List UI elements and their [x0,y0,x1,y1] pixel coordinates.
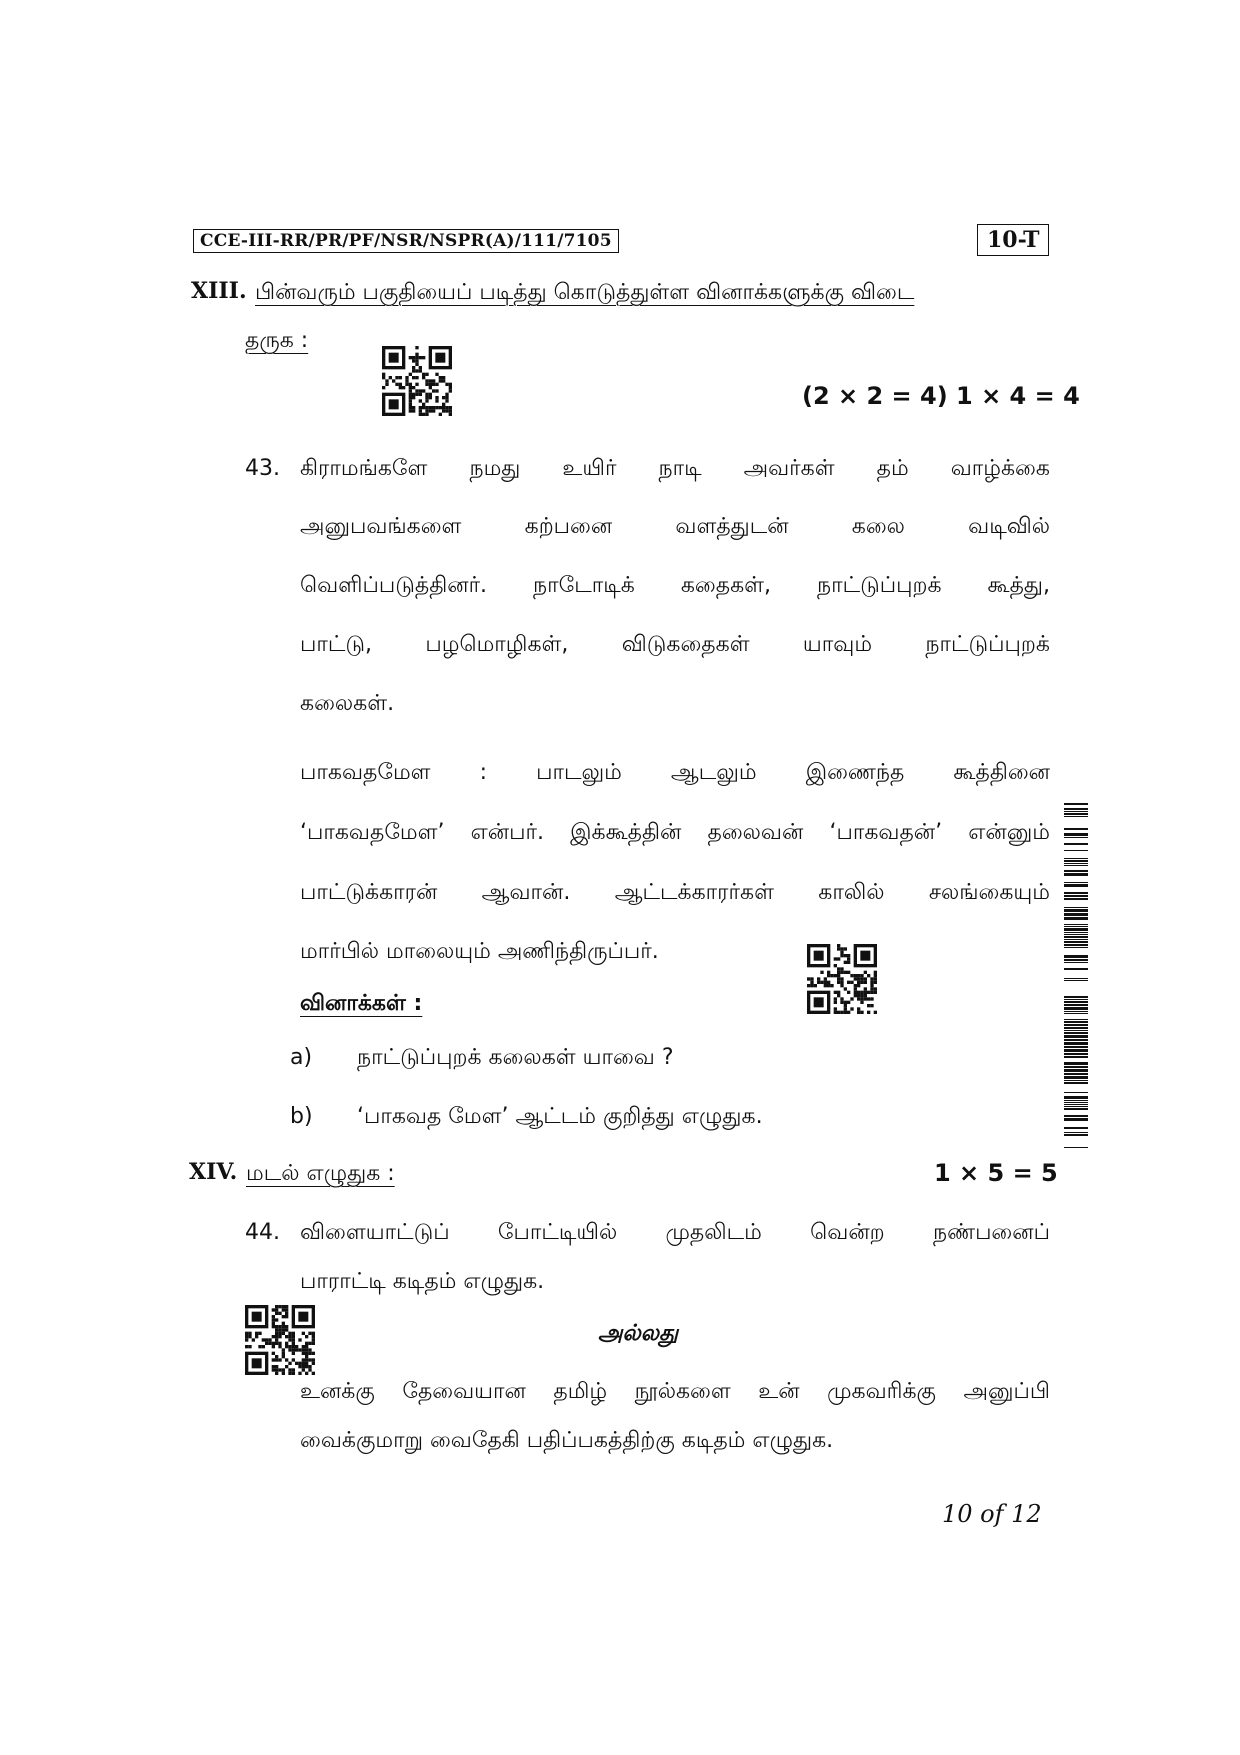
word: வடிவில் [968,514,1050,539]
word: தம் [876,456,909,481]
passage-line-1 [300,456,1050,484]
word: சலங்கையும் [928,880,1050,905]
question-a-label: a) [290,1045,313,1070]
word: அனுபவங்களை [300,514,462,539]
passage2-line-1 [300,760,1050,788]
section-14-title: மடல் எழுதுக : [246,1161,395,1186]
word: அனுப்பி [963,1379,1050,1404]
question-43-number: 43. [245,456,280,481]
word: கிராமங்களே [300,456,428,481]
passage-line-2 [300,514,1050,542]
word: காலில் [818,880,885,905]
word: நூல்களை [634,1379,731,1404]
questions-label: வினாக்கள் : [300,991,423,1016]
word: வெளிப்படுத்தினர். [300,573,488,598]
page-number: 10 of 12 [942,1500,1042,1528]
word: : [479,760,487,785]
word: முதலிடம் [665,1220,762,1245]
word: கூத்தினை [953,760,1050,785]
word: தமிழ் [553,1379,608,1404]
section-14-marks: 1 × 5 = 5 [934,1159,1058,1187]
passage2-line-2: ‘பாகவதமேள’ என்பர். இக்கூத்தின் தலைவன் ‘பாகவதன்’ என்னும் [300,820,1050,845]
word: கற்பனை [524,514,613,539]
question-a-text: நாட்டுப்புறக் கலைகள் யாவை ? [357,1045,674,1070]
qr-code-icon [245,1305,315,1375]
qr-code-icon [807,944,877,1014]
word: பழமொழிகள், [425,632,569,657]
barcode-icon [1064,803,1088,1155]
word: போட்டியில் [497,1220,618,1245]
q44-line-1 [300,1220,1050,1248]
word: நமது [469,456,521,481]
word: வளத்துடன் [675,514,789,539]
word: இணைந்த [805,760,905,785]
passage2-line-3 [300,880,1050,908]
word: நாட்டுப்புறக் [816,573,942,598]
word: விடுகதைகள் [621,632,750,657]
word: நண்பனைப் [932,1220,1050,1245]
word: தேவையான [402,1379,526,1404]
passage-line-5: கலைகள். [300,691,395,716]
qr-code-icon [382,346,452,416]
word: நாடோடிக் [533,573,635,598]
passage-line-3 [300,573,1050,601]
q44-line-2: பாராட்டி கடிதம் எழுதுக. [300,1269,545,1294]
word: உனக்கு [300,1379,375,1404]
section-13-marks: (2 × 2 = 4) 1 × 4 = 4 [802,382,1080,410]
exam-code: CCE-III-RR/PR/PF/NSR/NSPR(A)/111/7105 [193,229,619,253]
word: வென்ற [810,1220,885,1245]
question-b-text: ‘பாகவத மேள’ ஆட்டம் குறித்து எழுதுக. [357,1104,763,1129]
word: பாகவதமேள [300,760,431,785]
q44-alt-line-1 [300,1379,1050,1407]
word: பாடலும் [536,760,622,785]
word: முகவரிக்கு [827,1379,936,1404]
word: பாட்டுக்காரன் [300,880,438,905]
word: யாவும் [802,632,873,657]
word: நாடி [658,456,702,481]
word: கூத்து, [987,573,1050,598]
section-13-title: பின்வரும் பகுதியைப் படித்து கொடுத்துள்ள வினாக்களுக்கு விடை [255,280,915,305]
word: ஆட்டக்காரர்கள் [614,880,774,905]
word: நாட்டுப்புறக் [925,632,1050,657]
word: கதைகள், [680,573,771,598]
word: உன் [758,1379,800,1404]
word: வாழ்க்கை [950,456,1050,481]
or-separator: அல்லது [598,1321,679,1346]
question-b-label: b) [290,1104,313,1129]
q44-alt-line-2: வைக்குமாறு வைதேகி பதிப்பகத்திற்கு கடிதம் எழுதுக. [300,1428,834,1453]
word: கலை [851,514,905,539]
word: ஆடலும் [670,760,757,785]
section-13-title-cont: தருக : [245,328,309,353]
section-13-number: XIII. [191,278,247,304]
passage-line-4 [300,632,1050,660]
section-14-number: XIV. [189,1159,238,1185]
question-44-number: 44. [245,1220,280,1245]
word: ஆவான். [481,880,571,905]
word: உயிர் [562,456,617,481]
word: விளையாட்டுப் [300,1220,450,1245]
paper-code: 10-T [977,224,1049,256]
word: அவர்கள் [743,456,835,481]
word: பாட்டு, [300,632,373,657]
passage2-line-4: மார்பில் மாலையும் அணிந்திருப்பர். [300,939,659,964]
